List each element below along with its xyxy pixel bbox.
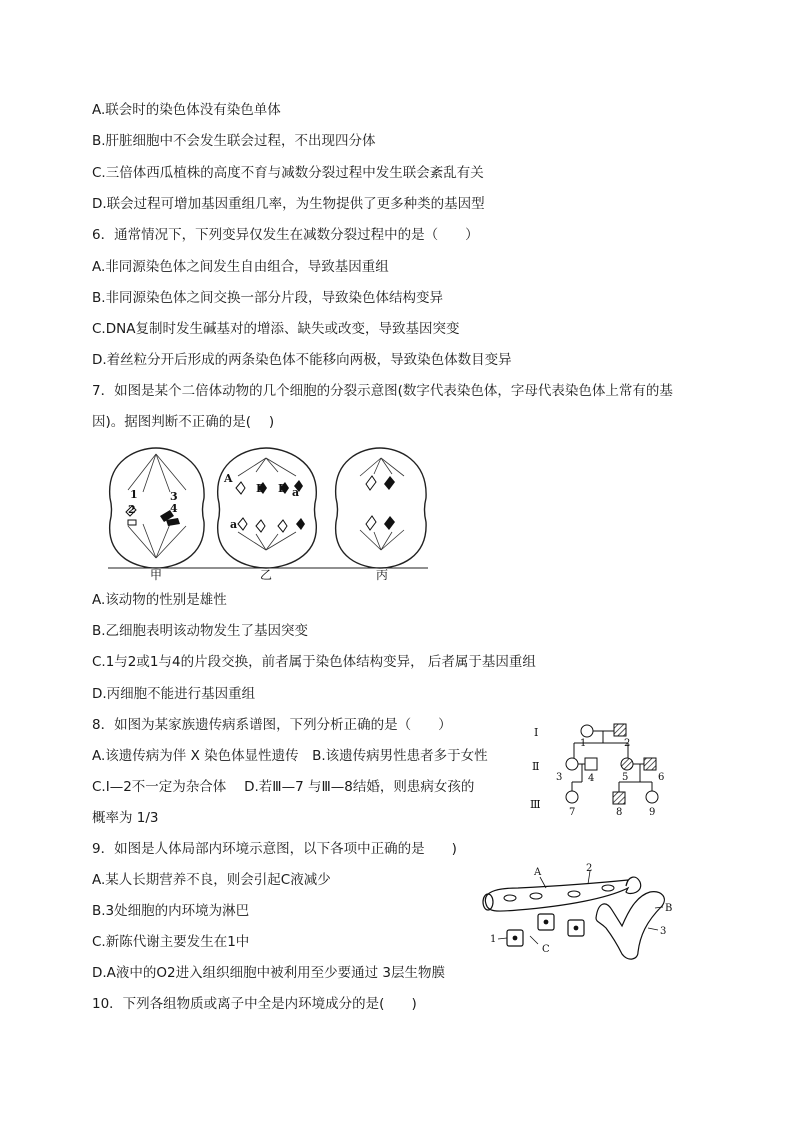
label-B: B xyxy=(665,903,673,914)
q7-option-a: A.该动物的性别是雄性 xyxy=(92,592,227,608)
q7-option-d: D.丙细胞不能进行基因重组 xyxy=(92,686,256,702)
individual-9: 9 xyxy=(649,807,656,818)
individual-6: 6 xyxy=(658,772,665,783)
q8-options-cd: C.Ⅰ—2不一定为杂合体 D.若Ⅲ—7 与Ⅲ—8结婚，则患病女孩的 xyxy=(92,779,475,795)
q5-option-c: C.三倍体西瓜植株的高度不育与减数分裂过程中发生联会紊乱有关 xyxy=(92,165,484,181)
question-10: 10．下列各组物质或离子中全是内环境成分的是( ) xyxy=(92,996,417,1012)
individual-8: 8 xyxy=(616,807,623,818)
cell-label-bing: 丙 xyxy=(376,568,389,582)
cell-label-yi: 乙 xyxy=(260,568,273,582)
individual-5: 5 xyxy=(622,772,629,783)
chromosome-3-label: 3 xyxy=(170,490,178,503)
q9-option-c: C.新陈代谢主要发生在1中 xyxy=(92,934,250,950)
gene-label-B1: B xyxy=(256,482,266,495)
chromosome-2-label: 2 xyxy=(128,503,136,516)
q6-option-c: C.DNA复制时发生碱基对的增添、缺失或改变，导致基因突变 xyxy=(92,321,460,337)
q6-option-d: D.着丝粒分开后形成的两条染色体不能移向两极，导致染色体数目变异 xyxy=(92,352,512,368)
individual-3: 3 xyxy=(556,772,563,783)
label-C: C xyxy=(542,944,550,955)
pedigree-chart xyxy=(522,718,672,818)
q8-options-cd-cont: 概率为 1/3 xyxy=(92,810,159,826)
q9-option-b: B.3处细胞的内环境为淋巴 xyxy=(92,903,250,919)
q9-option-d: D.A液中的O2进入组织细胞中被利用至少要通过 3层生物膜 xyxy=(92,965,446,981)
q5-option-a: A.联会时的染色体没有染色单体 xyxy=(92,102,281,118)
q9-option-a: A.某人长期营养不良，则会引起C液减少 xyxy=(92,872,331,888)
chromosome-1-label: 1 xyxy=(130,488,138,501)
q5-option-d: D.联会过程可增加基因重组几率，为生物提供了更多种类的基因型 xyxy=(92,196,485,212)
q7-option-b: B.乙细胞表明该动物发生了基因突变 xyxy=(92,623,309,639)
individual-1: 1 xyxy=(580,738,587,749)
internal-environment-figure xyxy=(478,862,684,972)
individual-4: 4 xyxy=(588,773,595,784)
q5-option-b: B.肝脏细胞中不会发生联会过程，不出现四分体 xyxy=(92,133,376,149)
question-7-cont: 因)。据图判断不正确的是( ) xyxy=(92,414,275,430)
label-3: 3 xyxy=(660,926,667,937)
gene-label-B2: B xyxy=(278,482,288,495)
q6-option-b: B.非同源染色体之间交换一部分片段，导致染色体结构变异 xyxy=(92,290,444,306)
generation-III: Ⅲ xyxy=(530,798,541,811)
q8-options-ab: A.该遗传病为伴 X 染色体显性遗传 B.该遗传病男性患者多于女性 xyxy=(92,748,488,764)
individual-2: 2 xyxy=(624,738,631,749)
cell-label-jia: 甲 xyxy=(150,568,163,582)
question-6: 6．通常情况下，下列变异仅发生在减数分裂过程中的是（ ） xyxy=(92,227,479,243)
q7-option-c: C.1与2或1与4的片段交换，前者属于染色体结构变异， 后者属于基因重组 xyxy=(92,654,536,670)
gene-label-a2: a xyxy=(230,518,238,531)
generation-I: Ⅰ xyxy=(534,726,539,739)
gene-label-A: A xyxy=(224,472,233,485)
chromosome-4-label: 4 xyxy=(170,502,178,515)
question-7: 7．如图是某个二倍体动物的几个细胞的分裂示意图(数字代表染色体，字母代表染色体上常有的基 xyxy=(92,383,673,399)
question-9: 9．如图是人体局部内环境示意图，以下各项中正确的是 ) xyxy=(92,841,457,857)
label-1: 1 xyxy=(490,934,497,945)
q6-option-a: A.非同源染色体之间发生自由组合，导致基因重组 xyxy=(92,259,389,275)
generation-II: Ⅱ xyxy=(532,760,540,773)
individual-7: 7 xyxy=(569,807,576,818)
question-8: 8．如图为某家族遗传病系谱图，下列分析正确的是（ ） xyxy=(92,717,452,733)
label-2: 2 xyxy=(586,863,593,874)
label-A: A xyxy=(534,867,542,878)
gene-label-a1: a xyxy=(292,486,300,499)
cell-division-figure xyxy=(98,440,448,582)
